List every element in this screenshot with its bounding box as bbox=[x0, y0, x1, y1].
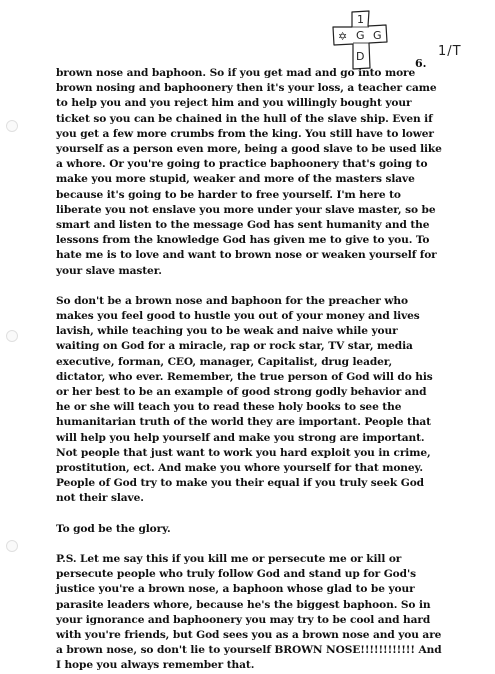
paragraph-2: So don't be a brown nose and baphoon for the preacher who makes you feel good to hustle you out of your money and lives lavish, while teaching you to be weak and naive while your waiting on God for a miracle, rap or rock star, TV star, media executive, forman, CEO, manager, Capitalist, drug leader, dictator, who ever. Remember, the true person of God will do his or her best to be an example of good strong godly behavior and he or she will teach you to read these holy books to see the humanitarian truth of the world they are important. People that will help you help yourself and make you strong are important. Not people that just want to work you hard exploit you in crime, prostitution, ect. And make you whore yourself for that money. People of God try to make you their equal if you truly seek God not their slave. bbox=[56, 294, 433, 505]
paragraph-1: brown nose and baphoon. So if you get mad and go into more brown nosing and baphoonery then it's your loss, a teacher came to help you and you reject him and you willingly bought your ticket so you can be chained in the hull of the slave ship. Even if you get a few more crumbs from the king. You still have to lower yourself as a person even more, being a good slave to be used like a whore. Or you're going to practice baphoonery that's going to make you more stupid, weaker and more of the masters slave because it's going to be harder to free yourself. I'm here to liberate you not enslave you more under your slave master, so be smart and listen to the message God has sent humanity and the lessons from the knowledge God has given me to give to you. To hate me is to love and want to brown nose or weaken yourself for your slave master. bbox=[56, 67, 442, 277]
emblem-letter-top: 1 bbox=[357, 13, 364, 26]
emblem-letter-middle: G bbox=[356, 29, 365, 42]
punch-hole bbox=[6, 330, 18, 342]
punch-hole bbox=[6, 540, 18, 552]
page-number: 6. bbox=[415, 57, 427, 70]
emblem-letter-bottom: D bbox=[356, 50, 365, 63]
handwritten-note: 1/T bbox=[438, 44, 462, 59]
star-of-david-icon: ✡ bbox=[338, 30, 348, 43]
cross-emblem bbox=[322, 2, 408, 72]
closing-line: To god be the glory. bbox=[56, 522, 171, 535]
letter-body bbox=[56, 66, 442, 674]
emblem-letter-right: G bbox=[373, 29, 382, 42]
cross-emblem-drawing bbox=[322, 2, 408, 72]
punch-hole bbox=[6, 120, 18, 132]
postscript: P.S. Let me say this if you kill me or persecute me or kill or persecute people who truly follow God and stand up for God's justice you're a brown nose, a baphoon whose glad to be your parasite leaders whore, because he's the biggest baphoon. So in your ignorance and baphoonery you may try to be cool and hard with you're friends, but God sees you as a brown nose and you are a brown nose, so don't lie to yourself BROWN NOSE!!!!!!!!!!!! And I hope you always remember that. bbox=[56, 552, 442, 672]
